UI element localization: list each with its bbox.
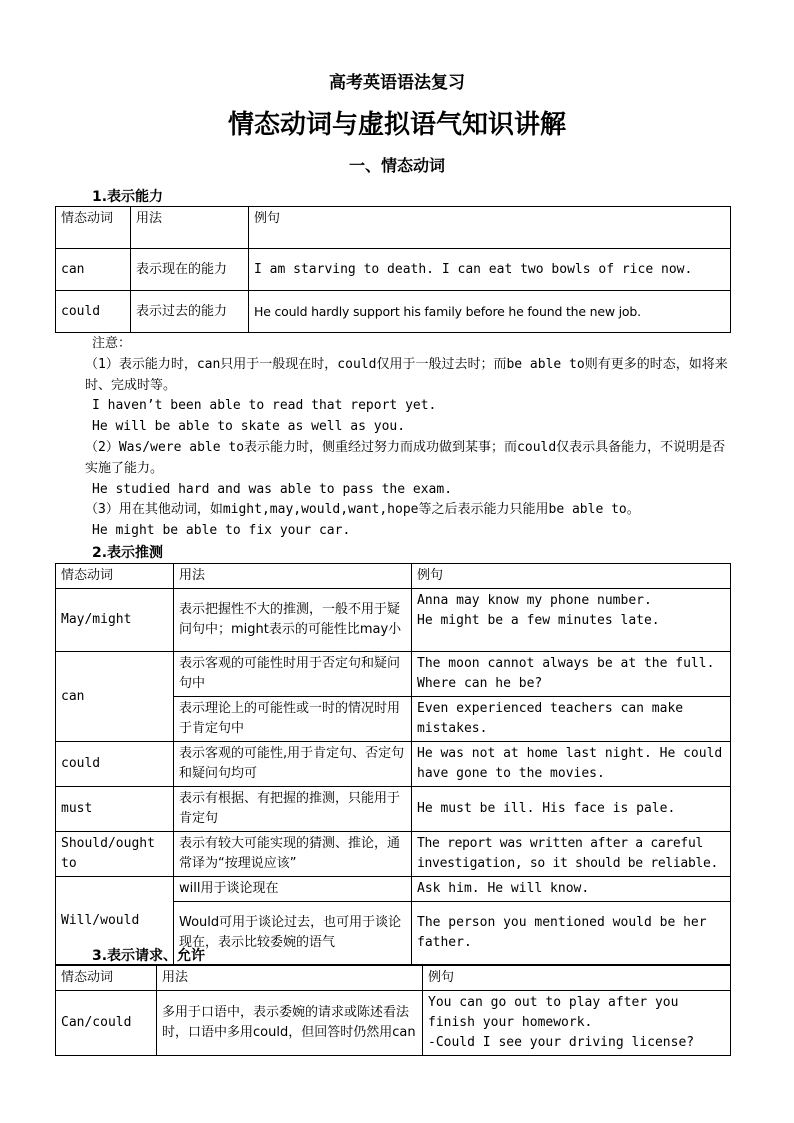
example-cell: I am starving to death. I can eat two bowls of rice now. bbox=[249, 249, 731, 291]
note-example: He will be able to skate as well as you. bbox=[92, 419, 406, 435]
table-row bbox=[56, 291, 731, 333]
column-header: 用法 bbox=[131, 207, 249, 249]
example-cell bbox=[412, 652, 731, 697]
usage-cell: 表示客观的可能性时用于否定句和疑问句中 bbox=[174, 652, 412, 697]
example-cell: The report was written after a careful investigation, so it should be reliable. bbox=[412, 832, 731, 877]
example-line: Where can he be? bbox=[417, 676, 543, 691]
ability-table bbox=[55, 206, 731, 333]
table-row bbox=[56, 787, 731, 832]
note-example: I haven’t been able to read that report yet. bbox=[92, 398, 437, 414]
verb-cell: Should/ought to bbox=[56, 832, 174, 877]
table-row bbox=[56, 652, 731, 697]
document-subtitle: 高考英语语法复习 bbox=[329, 73, 465, 93]
usage-cell: 表示过去的能力 bbox=[131, 291, 249, 333]
verb-cell: Can/could bbox=[56, 991, 157, 1056]
table-row bbox=[56, 742, 731, 787]
example-cell: He was not at home last night. He could have gone to the movies. bbox=[412, 742, 731, 787]
example-cell: He could hardly support his family before he found the new job. bbox=[249, 291, 731, 333]
table-row bbox=[56, 589, 731, 652]
table-row bbox=[56, 249, 731, 291]
heading-ability: 1.表示能力 bbox=[92, 189, 164, 205]
column-header: 例句 bbox=[423, 966, 731, 991]
usage-cell: 表示客观的可能性,用于肯定句、否定句和疑问句均可 bbox=[174, 742, 412, 787]
table-header-row bbox=[56, 564, 731, 589]
usage-cell: 表示理论上的可能性或一时的情况时用于肯定句中 bbox=[174, 697, 412, 742]
example-cell: Ask him. He will know. bbox=[412, 877, 731, 902]
usage-cell: will用于谈论现在 bbox=[174, 877, 412, 902]
table-row bbox=[56, 832, 731, 877]
request-table bbox=[55, 965, 731, 1056]
column-header: 例句 bbox=[249, 207, 731, 249]
column-header: 情态动词 bbox=[56, 966, 157, 991]
notes-label: 注意： bbox=[92, 336, 132, 351]
example-cell: He must be ill. His face is pale. bbox=[412, 787, 731, 832]
note-3: （3）用在其他动词，如might,may,would,want,hope等之后表示能力只能用be able to。 bbox=[85, 502, 640, 518]
example-cell bbox=[423, 991, 731, 1056]
usage-cell: Would可用于谈论过去，也可用于谈论现在，表示比较委婉的语气 bbox=[174, 902, 412, 965]
note-example: He might be able to fix your car. bbox=[92, 523, 351, 539]
heading-inference: 2.表示推测 bbox=[92, 545, 164, 561]
usage-cell: 表示有较大可能实现的猜测、推论，通常译为“按理说应该” bbox=[174, 832, 412, 877]
verb-cell: Will/would bbox=[56, 877, 174, 965]
note-1: （1）表示能力时，can只用于一般现在时，could仅用于一般过去时；而be able to则有更多的时态，如将来时、完成时等。 bbox=[85, 356, 728, 393]
column-header: 情态动词 bbox=[56, 207, 131, 249]
verb-cell: May/might bbox=[56, 589, 174, 652]
usage-cell: 多用于口语中，表示委婉的请求或陈述看法时，口语中多用could，但回答时仍然用can bbox=[157, 991, 423, 1056]
column-header: 用法 bbox=[174, 564, 412, 589]
verb-cell: can bbox=[56, 652, 174, 742]
inference-table bbox=[55, 563, 731, 965]
table-header-row bbox=[56, 207, 731, 249]
table-header-row bbox=[56, 966, 731, 991]
column-header: 例句 bbox=[412, 564, 731, 589]
verb-cell: could bbox=[56, 291, 131, 333]
example-cell bbox=[412, 589, 731, 652]
column-header: 用法 bbox=[157, 966, 423, 991]
verb-cell: could bbox=[56, 742, 174, 787]
section-heading: 一、情态动词 bbox=[348, 156, 445, 175]
usage-cell: 表示有根据、有把握的推测，只能用于肯定句 bbox=[174, 787, 412, 832]
example-line: The moon cannot always be at the full. bbox=[417, 656, 715, 671]
heading-request: 3.表示请求、允许 bbox=[92, 948, 206, 964]
document-title: 情态动词与虚拟语气知识讲解 bbox=[227, 110, 566, 140]
note-example: He studied hard and was able to pass the exam. bbox=[92, 481, 453, 497]
table-row bbox=[56, 991, 731, 1056]
example-line: He might be a few minutes late. bbox=[417, 613, 660, 628]
example-cell: The person you mentioned would be her father. bbox=[412, 902, 731, 965]
table-row bbox=[56, 877, 731, 902]
verb-cell: can bbox=[56, 249, 131, 291]
note-2: （2）Was/were able to表示能力时，侧重经过努力而成功做到某事；而could仅表示具备能力，不说明是否实施了能力。 bbox=[85, 439, 726, 476]
example-cell: Even experienced teachers can make mistakes. bbox=[412, 697, 731, 742]
example-line: -Could I see your driving license? bbox=[428, 1035, 695, 1050]
verb-cell: must bbox=[56, 787, 174, 832]
notes-block bbox=[55, 334, 735, 542]
usage-cell: 表示现在的能力 bbox=[131, 249, 249, 291]
example-line: Anna may know my phone number. bbox=[417, 593, 652, 608]
usage-cell: 表示把握性不大的推测，一般不用于疑问句中；might表示的可能性比may小 bbox=[174, 589, 412, 652]
column-header: 情态动词 bbox=[56, 564, 174, 589]
example-line: You can go out to play after you finish your homework. bbox=[428, 995, 679, 1030]
